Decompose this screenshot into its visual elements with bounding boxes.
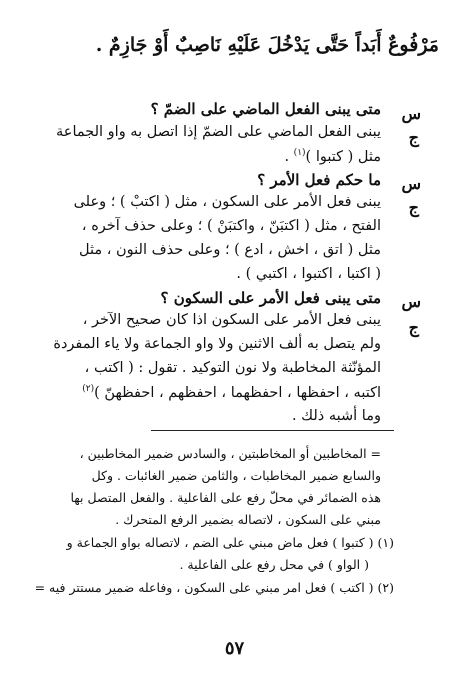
question-1: متى يبنى الفعل الماضي على الضمّ ؟ — [150, 100, 381, 118]
continued-header-line: مَرْفُوعٌ أَبَداً حَتَّى يَدْخُلَ عَلَيْهِ نَاصِبٌ أَوْ جَازِمٌ . — [95, 34, 439, 56]
answer-3-line-2: ولم يتصل به ألف الاثنين ولا واو الجماعة ولا ياء المفردة — [53, 336, 381, 352]
answer-label: ج — [408, 318, 419, 337]
question-2: ما حكم فعل الأمر ؟ — [257, 171, 381, 189]
question-label: س — [401, 174, 421, 193]
answer-3-line-3: المؤنّثة المخاطبة ولا نون التوكيد . تقول : ( اكتب ، — [84, 360, 381, 376]
answer-2-line-4: ( اكتبا ، اكتبوا ، اكتبي ) . — [236, 266, 381, 282]
answer-3-text: اكتبه ، احفظها ، احفظهما ، احفظهم ، احفظهنّ ) — [94, 384, 381, 401]
page-number: ٥٧ — [224, 638, 245, 659]
answer-3-line-1: يبنى فعل الأمر على السكون اذا كان صحيح الآخر ، — [82, 312, 381, 328]
answer-2-line-2: الفتح ، مثل ( اكتبَنّ ، واكتبَنْ ) ؛ وعلى حذف آخره ، — [81, 218, 381, 234]
footnote-continued-line-4: مبني على السكون ، لاتصاله بضمير الرفع المتحرك . — [115, 512, 381, 527]
answer-label: ج — [408, 198, 419, 217]
footnote-continued-line-3: هذه الضمائر في محلّ رفع على الفاعلية . والفعل المتصل بها — [70, 490, 381, 505]
answer-3-line-4 — [82, 384, 381, 401]
answer-label: ج — [408, 128, 419, 147]
footnote-1-line-2: ( الواو ) في محل رفع على الفاعلية . — [179, 557, 369, 572]
question-label: س — [401, 292, 421, 311]
answer-3-line-5: وما أشبه ذلك . — [291, 408, 381, 424]
answer-2-line-1: يبنى فعل الأمر على السكون ، مثل ( اكتبْ ) ؛ وعلى — [73, 194, 381, 210]
answer-2-line-3: مثل ( اتق ، اخش ، ادع ) ؛ وعلى حذف النون ، مثل — [78, 242, 381, 258]
footnote-ref-2: (٢) — [82, 384, 95, 394]
question-3: متى يبنى فعل الأمر على السكون ؟ — [160, 289, 381, 307]
answer-1-line-2: مثل ( كتبوا )$^{(١)}$ . — [284, 148, 381, 165]
footnote-continued-line-2: والسابع ضمير المخاطبات ، والثامن ضمير الغائبات . وكل — [91, 468, 381, 483]
footnote-ref-1: (١) — [293, 148, 306, 158]
footnote-1-line-1: (١) ( كتبوا ) فعل ماض مبني على الضم ، لاتصاله بواو الجماعة و — [66, 535, 394, 550]
footnote-divider — [151, 430, 394, 431]
footnote-continued-line-1: = المخاطبين أو المخاطبتين ، والسادس ضمير المخاطبين ، — [79, 446, 381, 461]
question-label: س — [401, 104, 421, 123]
answer-1-text: مثل ( كتبوا ) — [305, 148, 381, 165]
footnote-2-line-1: (٢) ( اكتب ) فعل امر مبني على السكون ، وفاعله ضمير مستتر فيه = — [34, 580, 394, 595]
answer-1-line-1: يبنى الفعل الماضي على الضمّ إذا اتصل به واو الجماعة — [56, 124, 381, 140]
